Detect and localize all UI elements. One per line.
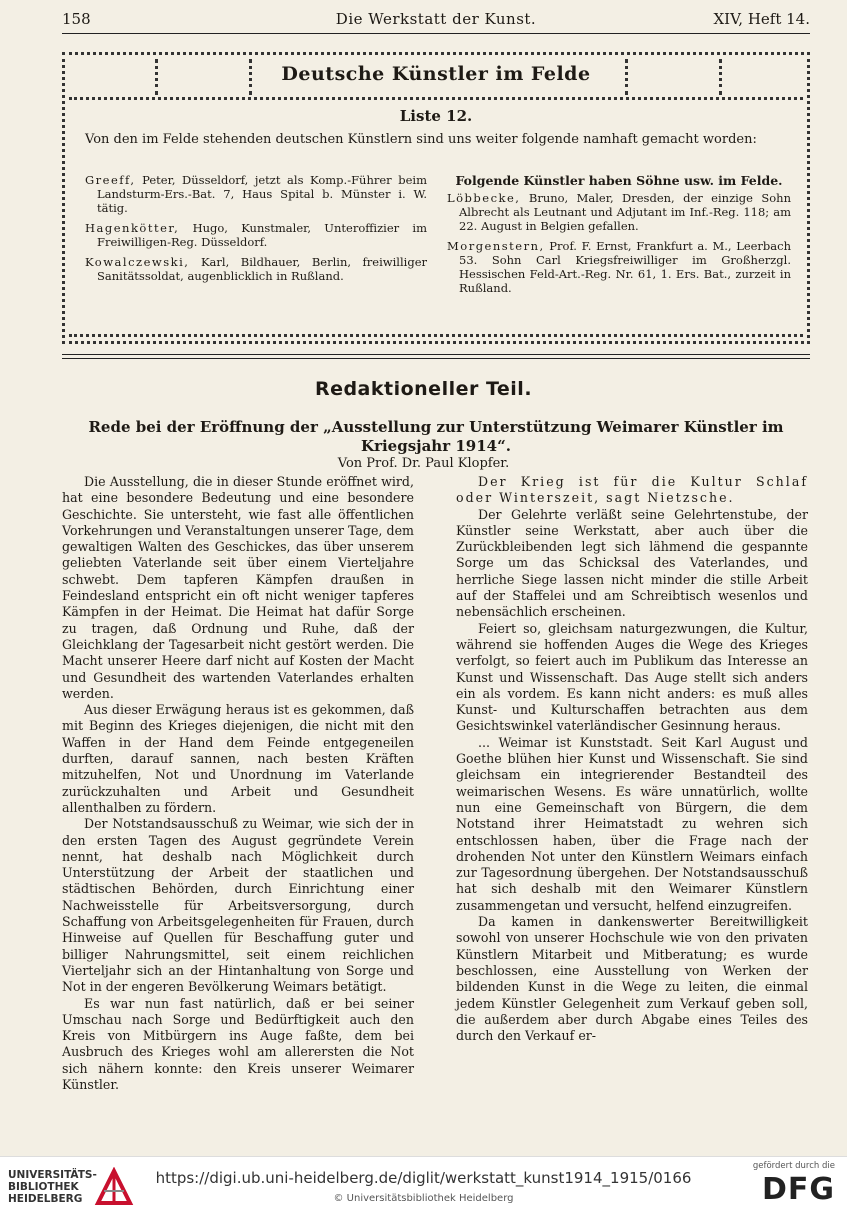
page-number: 158 — [62, 10, 91, 28]
list-intro: Von den im Felde stehenden deutschen Künstlern sind uns weiter folgende namhaft gemacht worden: — [85, 132, 757, 147]
paragraph: Der Krieg ist für die Kultur Schlaf oder Winterszeit, sagt Nietzsche. — [456, 474, 808, 506]
paragraph: Der Notstandsausschuß zu Weimar, wie sich der in den ersten Tagen des August gegründete Verein nennt, hat deshalb nach Möglichkeit durch Unterstützung der Arbeit der staatlichen und städtischen Behörden, durch Einrichtung einer Nachweisstelle für Arbeitsversorgung, durch Schaffung von Arbeitsgelegenheiten für Frauen, durch Hinweise auf Quellen für Beschaffung guter und billiger Nahrungsmittel, seit einem reichlichen Vierteljahr sich an der Hintanhaltung von Sorge und Not in der engeren Bevölkerung Weimars betätigt. — [62, 816, 414, 995]
paragraph: Der Gelehrte verläßt seine Gelehrtenstube, der Künstler seine Werkstatt, aber auch über die Zurückbleibenden legt sich lähmend die gespannte Sorge um das Schicksal des Vaterlandes, und herrliche Siege lassen nicht minder die stille Arbeit auf der Staffelei und am Schreibtisch wesenlos und nebensächlich erscheinen. — [456, 506, 808, 620]
viewer-footer — [0, 1156, 847, 1215]
kuenstler-im-felde-box — [62, 52, 810, 344]
paragraph: Aus dieser Erwägung heraus ist es gekommen, daß mit Beginn des Krieges diejenigen, die nicht mit den Waffen in der Hand dem Feinde entgegeneilen durften, darauf sannen, nach besten Kräften mitzuhelfen, Not und Unordnung im Vaterlande zurückzuhalten und Arbeit und Gesundheit allenthalben zu fördern. — [62, 702, 414, 815]
paragraph: Da kamen in dankenswerter Bereitwilligkeit sowohl von unserer Hochschule wie von den privaten Künstlern Mitarbeit und Mitberatung; es wurde beschlossen, eine Ausstellung von Werken der bildenden Kunst in die Wege zu leiten, die einmal jedem Künstler Gelegenheit zum Verkauf geben soll, die außerdem aber durch Abgabe eines Teiles des durch den Verkauf er- — [456, 914, 808, 1044]
paragraph: Die Ausstellung, die in dieser Stunde eröffnet wird, hat eine besondere Bedeutung und eine besondere Geschichte. Sie untersteht, wie fast alle öffentlichen Vorkehrungen und Veranstaltungen unserer Tage, dem gewaltigen Walten des Geschickes, das über unserem geliebten Vaterlande seit über einem Vierteljahre schwebt. Dem tapferen Kämpfen draußen in Feindesland entspricht ein oft nicht weniger tapferes Kämpfen in der Heimat. Die Heimat hat dafür Sorge zu tragen, daß Ordnung und Ruhe, daß der Gleichklang der Tagesarbeit nicht gestört werden. Die Macht unserer Heere darf nicht auf Kosten der Macht und Gesundheit des wartenden Vaterlandes erhalten werden. — [62, 474, 414, 701]
funder-name: DFG — [761, 1172, 835, 1207]
box-rule — [69, 334, 803, 337]
sons-heading: Folgende Künstler haben Söhne usw. im Felde. — [455, 173, 783, 188]
dfg-logo[interactable] — [745, 1161, 835, 1211]
header-rule — [62, 33, 810, 34]
list-item: Hagenkötter, Hugo, Kunstmaler, Unteroffizier im Freiwilligen-Reg. Düsseldorf. — [85, 221, 427, 249]
journal-title: Die Werkstatt der Kunst. — [335, 10, 537, 28]
box-title: Deutsche Künstler im Felde — [281, 63, 591, 85]
sons-column — [447, 173, 791, 301]
list-item: Kowalczewski, Karl, Bildhauer, Berlin, freiwilliger Sanitätssoldat, augenblicklich in Rußland. — [85, 255, 427, 283]
list-item: Löbbecke, Bruno, Maler, Dresden, der einzige Sohn Albrecht als Leutnant und Adjutant im Inf.-Reg. 118; am 22. August in Belgien gefallen. — [447, 191, 791, 233]
artists-column — [85, 173, 427, 289]
funder-caption: gefördert durch die — [752, 1161, 835, 1171]
section-divider — [62, 354, 810, 359]
running-head — [62, 8, 810, 32]
permalink[interactable]: https://digi.ub.uni-heidelberg.de/diglit/werkstatt_kunst1914_1915/0166 — [155, 1169, 692, 1187]
paragraph: ... Weimar ist Kunststadt. Seit Karl August und Goethe blühen hier Kunst und Wissenschaft. Sie sind gleichsam ein integrierender Bestandteil des weimarischen Wesens. Es wäre unnatürlich, wollte nun eine Gemeinschaft von Bürgern, die dem Notstand ihrer Heimatstadt zu wehren sich entschlossen haben, über die Frage nach der drohenden Not unter den Künstlern Weimars einfach zur Tagesordnung übergehen. Der Notstandsausschuß hat sich deshalb mit den Weimarer Künstlern zusammengetan und versucht, helfend einzugreifen. — [456, 734, 808, 913]
list-number: Liste 12. — [399, 107, 473, 125]
volume-issue: XIV, Heft 14. — [713, 10, 810, 28]
list-item: Morgenstern, Prof. F. Ernst, Frankfurt a. M., Leerbach 53. Sohn Carl Kriegsfreiwilliger im Großherzgl. Hessischen Feld-Art.-Reg. Nr. 61, 1. Ers. Bat., zurzeit in Rußland. — [447, 239, 791, 295]
library-name: UNIVERSITÄTS- BIBLIOTHEK HEIDELBERG — [8, 1169, 97, 1205]
text-column-left — [62, 474, 414, 1093]
copyright-notice: © Universitätsbibliothek Heidelberg — [333, 1193, 514, 1204]
article-author: Von Prof. Dr. Paul Klopfer. — [337, 456, 510, 471]
paragraph: Feiert so, gleichsam naturgezwungen, die Kultur, während sie hoffenden Auges die Wege des Krieges verfolgt, so feiert auch im Publikum das Interesse an Kunst und Wissenschaft. Das Auge stellt sich anders ein als vordem. Es kann nicht anders: es muß alles Kunst- und Kulturschaffen betrachten aus dem Gesichtswinkel vaterländischer Gesinnung heraus. — [456, 620, 808, 734]
list-item: Greeff, Peter, Düsseldorf, jetzt als Komp.-Führer beim Landsturm-Ers.-Bat. 7, Haus Spital b. Münster i. W. tätig. — [85, 173, 427, 215]
text-column-right — [456, 474, 808, 1044]
article-title: Rede bei der Eröffnung der „Ausstellung zur Unterstützung Weimarer Künstler im Kriegsjahr 1914“. — [88, 418, 784, 455]
box-rule — [69, 97, 803, 100]
paragraph: Es war nun fast natürlich, daß er bei seiner Umschau nach Sorge und Bedürftigkeit auch den Kreis von Mitbürgern ins Auge faßte, dem bei Ausbruch des Krieges wohl am allerersten die Not sich nähern konnte: den Kreis unserer Weimarer Künstler. — [62, 995, 414, 1092]
section-title: Redaktioneller Teil. — [314, 378, 533, 400]
